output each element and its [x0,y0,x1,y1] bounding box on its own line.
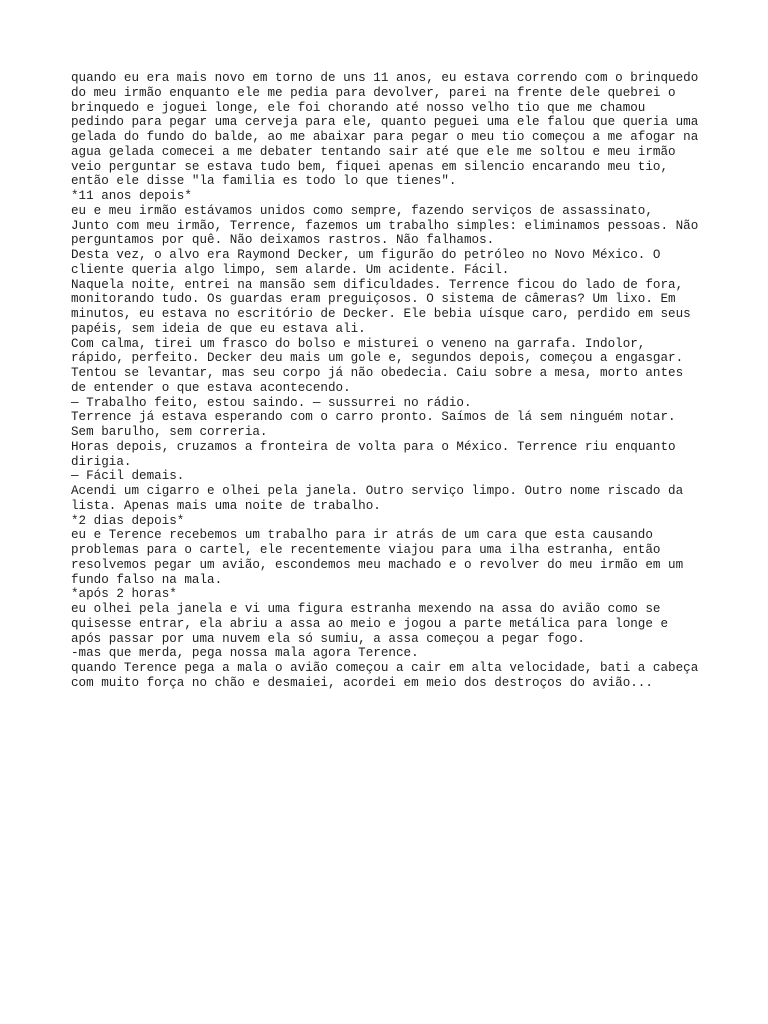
text-line: gelada do fundo do balde, ao me abaixar para pegar o meu tio começou a me afogar na [71,130,699,144]
text-line: agua gelada comecei a me debater tentando sair até que ele me soltou e meu irmão [71,144,676,159]
text-line: monitorando tudo. Os guardas eram preguiçosos. O sistema de câmeras? Um lixo. Em [71,292,676,307]
text-line: minutos, eu estava no escritório de Decker. Ele bebia uísque caro, perdido em seus [71,307,691,321]
text-line: Horas depois, cruzamos a fronteira de volta para o México. Terrence riu enquanto [71,439,676,454]
text-line: do meu irmão enquanto ele me pedia para devolver, parei na frente dele quebrei o [71,85,676,100]
text-line: quisesse entrar, ela abriu a assa ao meio e jogou a parte metálica para longe e [71,616,669,631]
text-line: brinquedo e joguei longe, ele foi chorando até nosso velho tio que me chamou [71,100,646,115]
text-line: — Trabalho feito, estou saindo. — sussurrei no rádio. [71,395,472,410]
text-line: após passar por uma nuvem ela só sumiu, a assa começou a pegar fogo. [71,631,585,646]
text-line: Desta vez, o alvo era Raymond Decker, um figurão do petróleo no Novo México. O [71,248,661,262]
text-line: lista. Apenas mais uma noite de trabalho. [71,498,381,513]
text-line: eu e meu irmão estávamos unidos como sempre, fazendo serviços de assassinato, [71,203,653,218]
text-line: -mas que merda, pega nossa mala agora Terence. [71,646,419,661]
text-line: quando Terence pega a mala o avião começou a cair em alta velocidade, bati a cabeça [71,661,699,675]
text-line: com muito força no chão e desmaiei, acordei em meio dos destroços do avião... [71,675,653,690]
text-line: quando eu era mais novo em torno de uns 11 anos, eu estava correndo com o brinquedo [71,71,699,85]
text-line: pedindo para pegar uma cerveja para ele, quanto peguei uma ele falou que queria uma [71,115,699,130]
text-line: *2 dias depois* [71,513,185,528]
text-line: problemas para o cartel, ele recentemente viajou para uma ilha estranha, então [71,543,661,557]
text-line: *11 anos depois* [71,189,192,203]
text-line: papéis, sem ideia de que eu estava ali. [71,321,366,336]
text-line: então ele disse "la familia es todo lo que tienes". [71,174,457,189]
text-line: eu olhei pela janela e vi uma figura estranha mexendo na assa do avião como se [71,602,661,616]
text-line: Sem barulho, sem correria. [71,425,268,439]
text-line: Terrence já estava esperando com o carro pronto. Saímos de lá sem ninguém notar. [71,410,676,425]
text-line: Naquela noite, entrei na mansão sem dificuldades. Terrence ficou do lado de fora, [71,277,684,292]
text-line: Acendi um cigarro e olhei pela janela. Outro serviço limpo. Outro nome riscado da [71,484,684,498]
text-line: resolvemos pegar um avião, escondemos meu machado e o revolver do meu irmão em um [71,557,684,572]
text-line: de entender o que estava acontecendo. [71,380,351,395]
text-line: *após 2 horas* [71,587,177,602]
text-line: Tentou se levantar, mas seu corpo já não obedecia. Caiu sobre a mesa, morto antes [71,366,684,380]
text-line: veio perguntar se estava tudo bem, fiquei apenas em silencio encarando meu tio, [71,159,669,174]
text-line: Com calma, tirei um frasco do bolso e misturei o veneno na garrafa. Indolor, [71,336,646,351]
document-body [71,71,711,691]
text-line: fundo falso na mala. [71,572,223,587]
text-line: perguntamos por quê. Não deixamos rastros. Não falhamos. [71,233,495,248]
text-line: cliente queria algo limpo, sem alarde. Um acidente. Fácil. [71,262,510,277]
text-line: — Fácil demais. [71,469,185,484]
text-line: dirigia. [71,454,132,469]
text-line: eu e Terence recebemos um trabalho para ir atrás de um cara que esta causando [71,528,653,543]
text-line: Junto com meu irmão, Terrence, fazemos um trabalho simples: eliminamos pessoas. Não [71,218,699,233]
text-line: rápido, perfeito. Decker deu mais um gole e, segundos depois, começou a engasgar. [71,351,684,366]
